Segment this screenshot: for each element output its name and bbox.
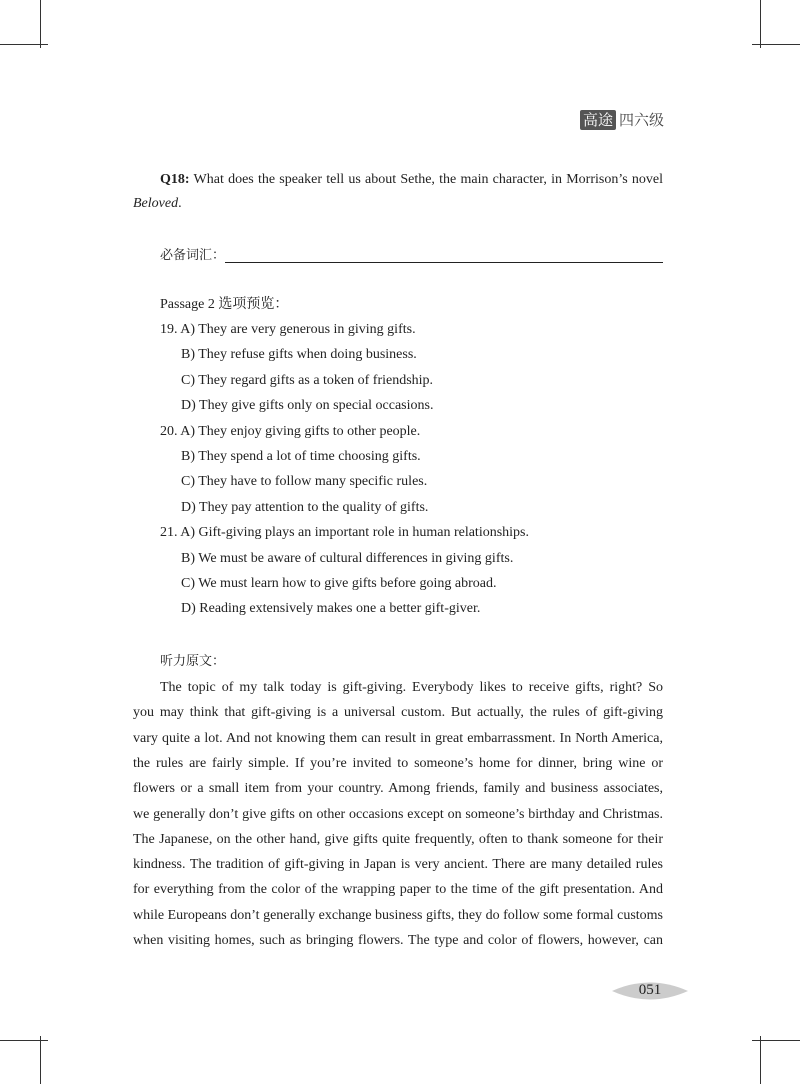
crop-mark (760, 0, 761, 48)
transcript-line: we generally don’t give gifts on other occasions except on someone’s birthday and Christmas. (133, 806, 663, 822)
answer-option: D) They give gifts only on special occasions. (181, 398, 434, 414)
answer-option: B) They spend a lot of time choosing gifts. (181, 449, 421, 464)
brand-text: 四六级 (619, 111, 665, 129)
crop-mark (760, 1036, 761, 1084)
crop-mark (0, 1040, 48, 1041)
crop-mark (40, 0, 41, 48)
answer-option: B) We must be aware of cultural differences in giving gifts. (181, 550, 514, 566)
transcript-line: kindness. The tradition of gift-giving in Japan is very ancient. There are many detailed rules (133, 857, 663, 873)
vocab-blank (225, 262, 663, 263)
question-text: What does the speaker tell us about Sethe, the main character, in Morrison’s novel (193, 172, 663, 187)
vocab-label: 必备词汇： (160, 248, 226, 263)
question-cont (133, 195, 182, 213)
answer-option: C) We must learn how to give gifts before going abroad. (181, 576, 497, 591)
transcript-line: flowers or a small item from your country. Among friends, family and business associates, (133, 781, 663, 797)
question-q18 (160, 171, 663, 189)
passage-heading: Passage 2 选项预览： (160, 297, 289, 312)
question-label: Q18: (160, 172, 190, 187)
transcript-line: while Europeans don’t generally exchange business gifts, they do follow some formal customs (133, 907, 663, 923)
crop-mark (40, 1036, 41, 1084)
transcript-line: you may think that gift-giving is a universal custom. But actually, the rules of gift-giving (133, 705, 663, 721)
answer-option: D) They pay attention to the quality of gifts. (181, 499, 429, 515)
question-end: . (178, 196, 182, 211)
transcript-line: when visiting homes, such as bringing flowers. The type and color of flowers, however, can (133, 933, 663, 948)
transcript-heading: 听力原文： (160, 654, 226, 669)
answer-option: 20. A) They enjoy giving gifts to other people. (160, 423, 421, 439)
answer-option: C) They have to follow many specific rules. (181, 474, 428, 490)
answer-option: D) Reading extensively makes one a better gift-giver. (181, 601, 481, 617)
crop-mark (752, 44, 800, 45)
transcript-line: the rules are fairly simple. If you’re invited to someone’s home for dinner, bring wine or (133, 755, 663, 771)
crop-mark (752, 1040, 800, 1041)
crop-mark (0, 44, 48, 45)
transcript-line: vary quite a lot. And not knowing them can result in great embarrassment. In North America, (133, 730, 663, 746)
transcript-line: for everything from the color of the wrapping paper to the time of the gift presentation. And (133, 882, 663, 898)
transcript-line: The Japanese, on the other hand, give gifts quite frequently, often to thank someone for their (133, 831, 663, 847)
novel-title: Beloved (133, 196, 179, 211)
answer-option: 19. A) They are very generous in giving gifts. (160, 322, 416, 337)
transcript-line: The topic of my talk today is gift-giving. Everybody likes to receive gifts, right? So (160, 680, 663, 695)
answer-option: 21. A) Gift-giving plays an important role in human relationships. (160, 525, 529, 541)
brand-logo (580, 109, 664, 130)
page-number: 051 (638, 982, 662, 998)
brand-box: 高途 (580, 110, 616, 130)
page-number-badge (612, 978, 688, 1004)
answer-option: C) They regard gifts as a token of friendship. (181, 372, 434, 388)
answer-option: B) They refuse gifts when doing business. (181, 347, 417, 363)
